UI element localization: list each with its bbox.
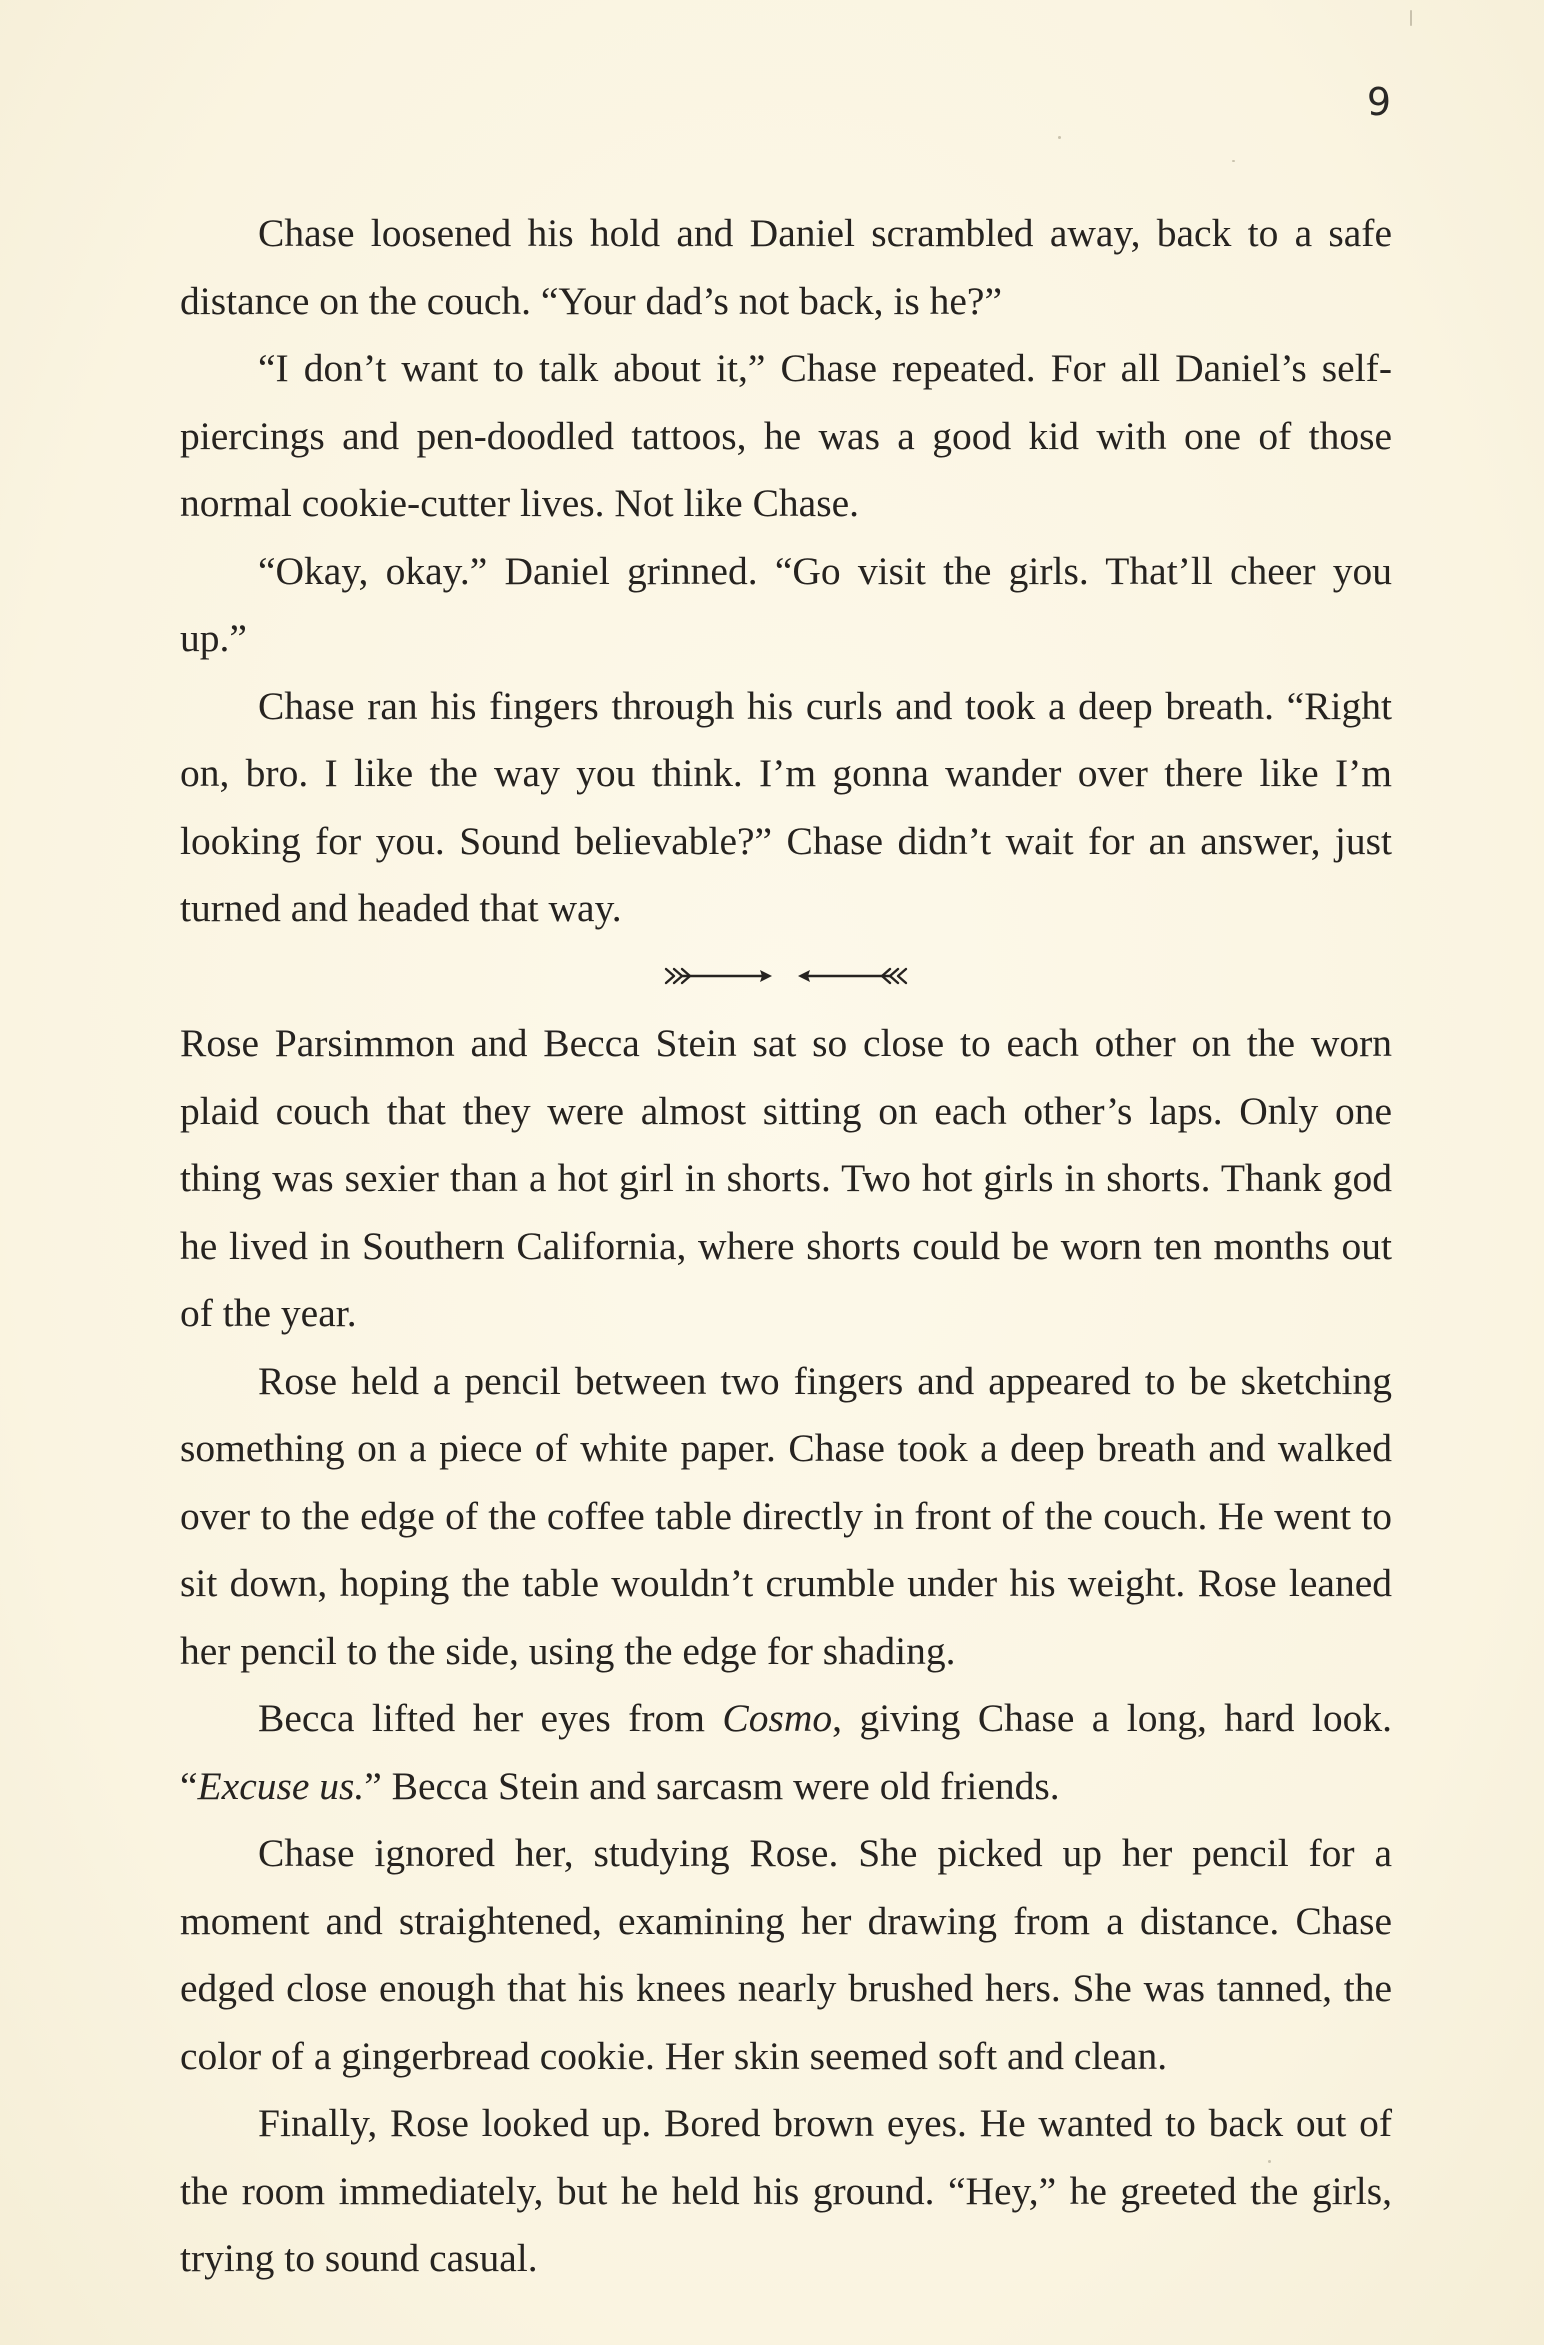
magazine-title: Cosmo — [722, 1696, 833, 1740]
paragraph: “I don’t want to talk about it,” Chase repeated. For all Daniel’s self-piercings and pen-doodled tattoos, he was a good kid with one of those normal cookie-cutter lives. Not like Chase. — [180, 346, 1392, 525]
paper-speck — [1268, 2160, 1271, 2163]
paragraph: Chase loosened his hold and Daniel scrambled away, back to a safe distance on the couch. “Your dad’s not back, is he?” — [180, 211, 1392, 323]
page-number: 9 — [1366, 80, 1391, 124]
text-run: Becca lifted her eyes from — [258, 1696, 723, 1740]
text-run: , giving Chase a long, hard look. “ — [180, 1696, 1392, 1808]
paragraph: Chase ran his fingers through his curls and took a deep breath. “Right on, bro. I like the way you think. I’m gonna wander over there like I’m looking for you. Sound believable?” Chase didn’t wait for an answer, just turned and headed that way. — [180, 683, 1392, 930]
paragraph: Rose held a pencil between two fingers and appeared to be sketching something on a piece of white paper. Chase took a deep breath and walked over to the edge of the coffee table directly in front of the couch. He went to sit down, hoping the table wouldn’t crumble under his weight. Rose leaned her pencil to the side, using the edge for shading. — [180, 1358, 1392, 1673]
paragraph: Finally, Rose looked up. Bored brown eyes. He wanted to back out of the room immediately, but he held his ground. “Hey,” he greeted the girls, trying to sound casual. — [180, 2101, 1392, 2280]
body-text — [180, 200, 1392, 2293]
paper-speck — [1410, 10, 1412, 26]
paragraph: Chase ignored her, studying Rose. She picked up her pencil for a moment and straightened, examining her drawing from a distance. Chase edged close enough that his knees nearly brushed hers. She was tanned, the color of a gingerbread cookie. Her skin seemed soft and clean. — [180, 1831, 1392, 2078]
paper-speck — [1058, 136, 1061, 139]
arrows-section-break-icon — [646, 961, 926, 991]
paper-speck — [1232, 160, 1235, 162]
italic-quote: Excuse us. — [197, 1763, 365, 1808]
paragraph — [180, 1685, 1392, 1820]
paragraph: “Okay, okay.” Daniel grinned. “Go visit the girls. That’ll cheer you up.” — [180, 548, 1392, 660]
section-break — [180, 943, 1392, 1011]
text-run: ” Becca Stein and sarcasm were old friends. — [364, 1763, 1060, 1808]
paragraph: Rose Parsimmon and Becca Stein sat so close to each other on the worn plaid couch that they were almost sitting on each other’s laps. Only one thing was sexier than a hot girl in shorts. Two hot girls in shorts. Thank god he lived in Southern California, where shorts could be worn ten months out of the year. — [180, 1021, 1392, 1335]
